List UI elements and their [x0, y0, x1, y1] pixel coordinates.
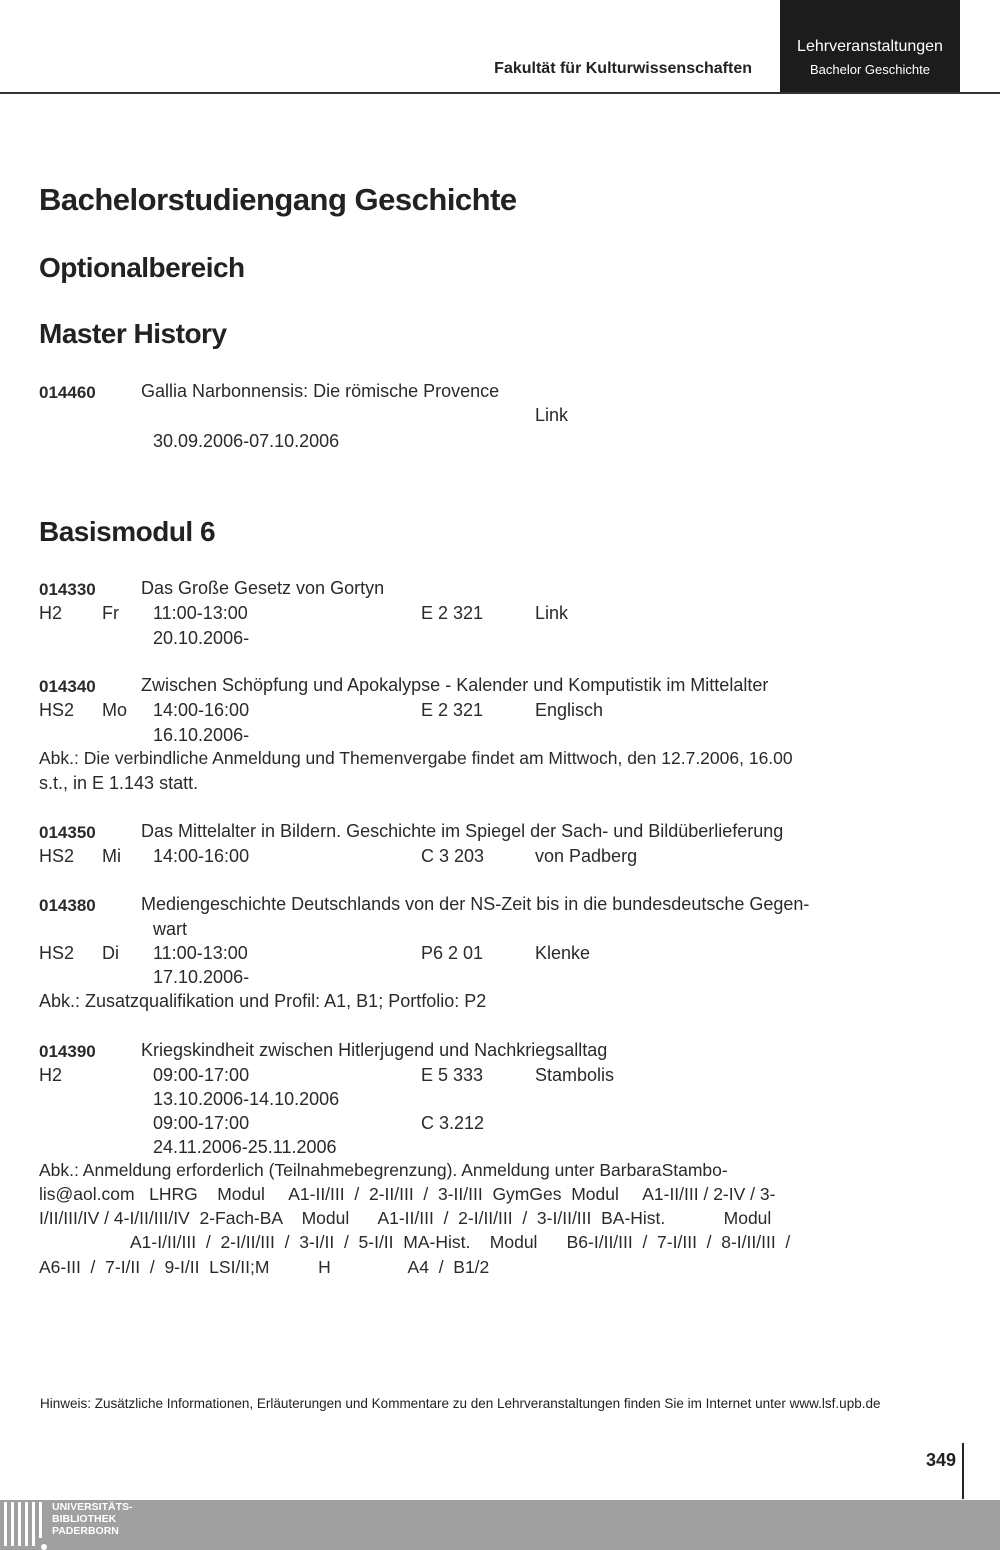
course-note: Abk.: Anmeldung erforderlich (Teilnahmebegrenzung). Anmeldung unter BarbaraStambo-: [39, 1160, 728, 1180]
library-name-line: PADERBORN: [52, 1525, 119, 1537]
course-code: 014460: [39, 383, 96, 402]
course-room: E 2 321: [421, 700, 484, 720]
course-title: Zwischen Schöpfung und Apokalypse - Kalender und Komputistik im Mittelalter: [141, 675, 769, 695]
footer-hint: Hinweis: Zusätzliche Informationen, Erläuterungen und Kommentare zu den Lehrveranstaltungen finden Sie im Internet unter www.lsf.upb.de: [40, 1396, 881, 1411]
course-title: Mediengeschichte Deutschlands von der NS-Zeit bis in die bundesdeutsche Gegen-: [141, 894, 810, 914]
course-code: 014330: [39, 580, 96, 599]
course-lecturer: Link: [535, 405, 569, 425]
course-title: Kriegskindheit zwischen Hitlerjugend und Nachkriegsalltag: [141, 1040, 608, 1060]
course-type: H2: [39, 603, 63, 623]
course-code: 014340: [39, 677, 96, 696]
course-lecturer: Klenke: [535, 943, 591, 963]
course-lecturer: Link: [535, 603, 569, 623]
section-heading-optional: Optionalbereich: [39, 252, 245, 283]
course-date: 24.11.2006-25.11.2006: [153, 1137, 337, 1157]
course-day: Mi: [102, 846, 121, 866]
page-number: 349: [925, 1450, 956, 1470]
course-room: E 2 321: [421, 603, 484, 623]
course-day: Di: [102, 943, 119, 963]
course-room: C 3.212: [421, 1113, 485, 1133]
section-tab-subtitle: Bachelor Geschichte: [810, 62, 930, 77]
course-time: 09:00-17:00: [153, 1113, 250, 1133]
header-divider: [0, 92, 1000, 94]
course-time: 11:00-13:00: [153, 943, 248, 963]
course-note: s.t., in E 1.143 statt.: [39, 773, 199, 793]
course-type: HS2: [39, 943, 75, 963]
course-date: 13.10.2006-14.10.2006: [153, 1089, 340, 1109]
course-time: 11:00-13:00: [153, 603, 248, 623]
course-note: I/II/III/IV / 4-I/II/III/IV 2-Fach-BA Modul A1-II/III / 2-I/II/III / 3-I/II/III BA-Hist. Modul: [39, 1208, 772, 1228]
course-date: 20.10.2006-: [153, 628, 250, 648]
course-time: 14:00-16:00: [153, 846, 250, 866]
library-banner: [0, 1500, 1000, 1550]
course-room: C 3 203: [421, 846, 485, 866]
course-title: Gallia Narbonnensis: Die römische Provence: [141, 381, 500, 401]
course-lecturer: von Padberg: [535, 846, 638, 866]
course-code: 014390: [39, 1042, 96, 1061]
library-name-line: UNIVERSITÄTS-: [52, 1501, 133, 1513]
course-note: Abk.: Die verbindliche Anmeldung und Themenvergabe findet am Mittwoch, den 12.7.2006, 16.00: [39, 748, 793, 768]
library-logo-icon: [4, 1502, 44, 1546]
course-title: Das Große Gesetz von Gortyn: [141, 578, 385, 598]
course-title-continued: wart: [153, 919, 188, 939]
section-heading-basis: Basismodul 6: [39, 516, 216, 547]
course-date: 16.10.2006-: [153, 725, 250, 745]
course-type: HS2: [39, 700, 75, 720]
course-code: 014350: [39, 823, 96, 842]
page-title: Bachelorstudiengang Geschichte: [39, 182, 517, 217]
course-time: 09:00-17:00: [153, 1065, 250, 1085]
course-note: Abk.: Zusatzqualifikation und Profil: A1, B1; Portfolio: P2: [39, 991, 487, 1011]
course-day: Fr: [102, 603, 119, 623]
course-type: HS2: [39, 846, 75, 866]
course-note: lis@aol.com LHRG Modul A1-II/III / 2-II/III / 3-II/III GymGes Modul A1-II/III / 2-IV / 3-: [39, 1184, 776, 1204]
course-time: 14:00-16:00: [153, 700, 250, 720]
faculty-header: Fakultät für Kulturwissenschaften: [494, 60, 752, 77]
course-date: 17.10.2006-: [153, 967, 250, 987]
page-number-rule: [962, 1443, 964, 1499]
course-note: A6-III / 7-I/II / 9-I/II LSI/II;M H A4 / B1/2: [39, 1257, 490, 1277]
course-lecturer: Englisch: [535, 700, 604, 720]
course-day: Mo: [102, 700, 128, 720]
section-tab-title: Lehrveranstaltungen: [797, 38, 943, 55]
course-lecturer: Stambolis: [535, 1065, 615, 1085]
course-date: 30.09.2006-07.10.2006: [153, 431, 340, 451]
course-room: E 5 333: [421, 1065, 484, 1085]
course-room: P6 2 01: [421, 943, 484, 963]
course-type: H2: [39, 1065, 63, 1085]
course-code: 014380: [39, 896, 96, 915]
course-title: Das Mittelalter in Bildern. Geschichte im Spiegel der Sach- und Bildüberlieferung: [141, 821, 784, 841]
library-name-line: BIBLIOTHEK: [52, 1513, 117, 1525]
course-note: A1-I/II/III / 2-I/II/III / 3-I/II / 5-I/II MA-Hist. Modul B6-I/II/III / 7-I/III / 8-I/II/III /: [130, 1232, 791, 1252]
section-tab: [780, 0, 960, 92]
section-heading-master: Master History: [39, 318, 227, 349]
library-name: [52, 1501, 133, 1537]
